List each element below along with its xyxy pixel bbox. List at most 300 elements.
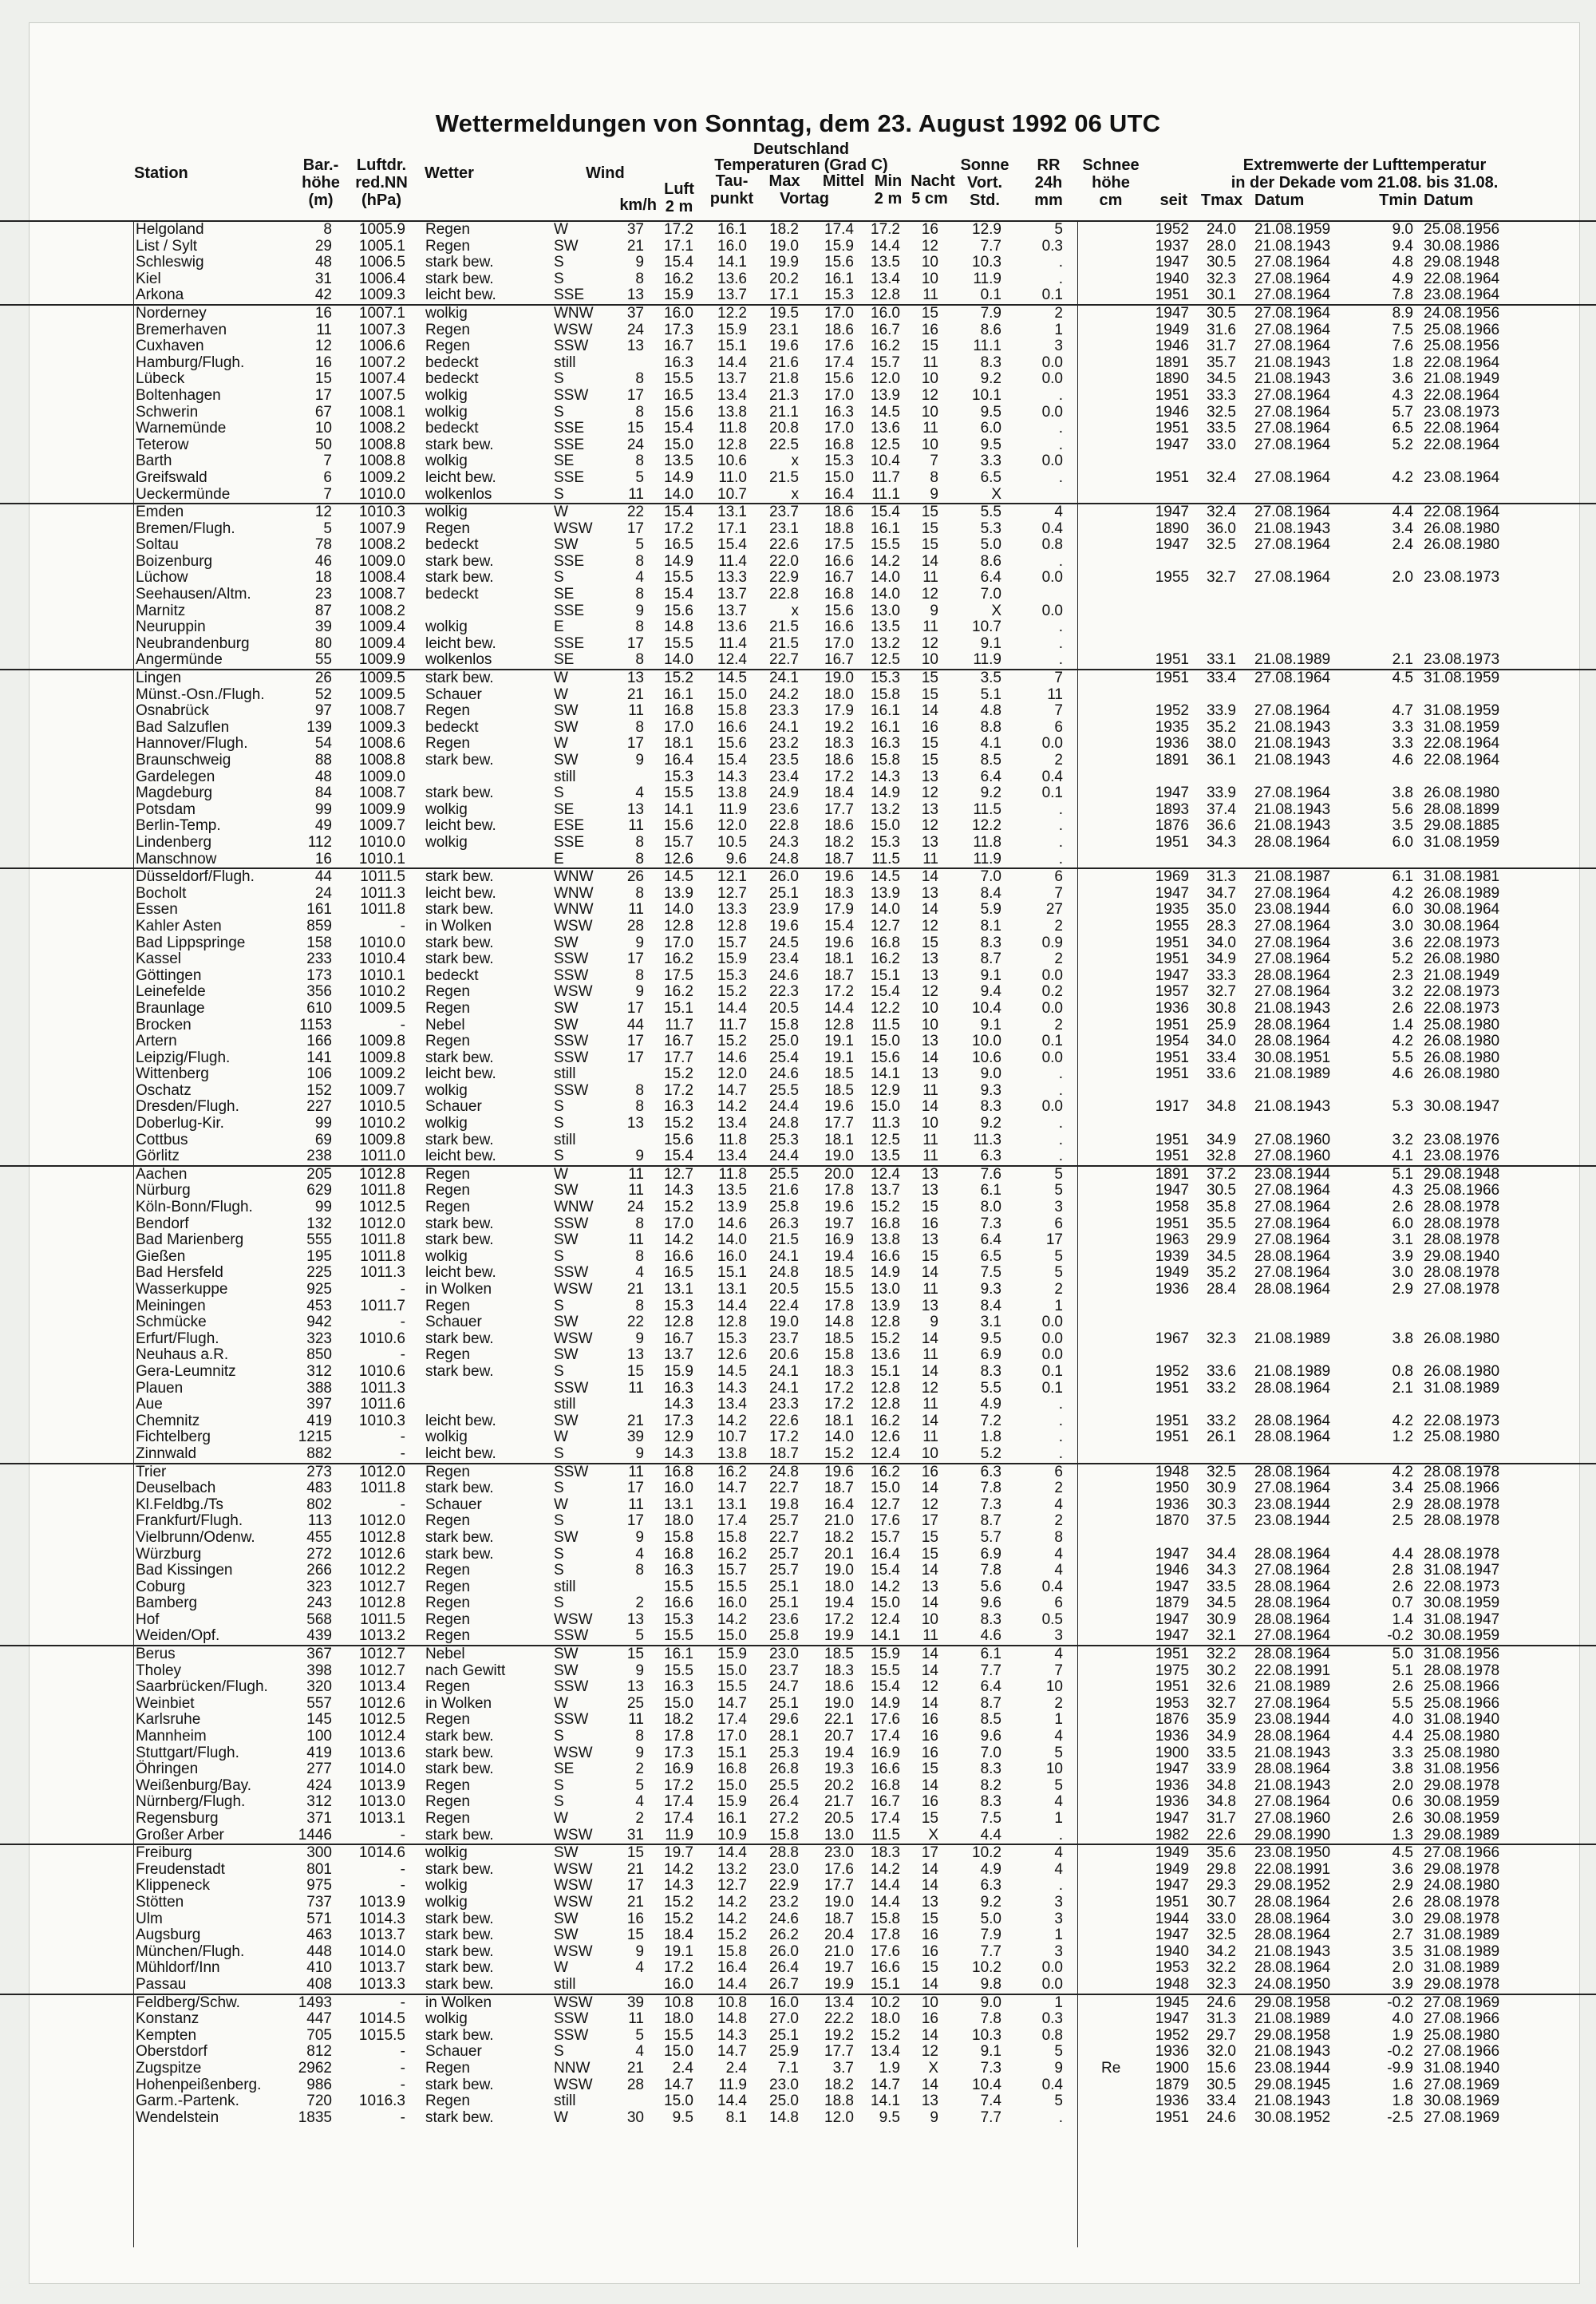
cell-seit: 1954 [1155,1033,1189,1050]
cell-seit: 1935 [1155,901,1189,919]
cell-station: Norderney [136,304,207,322]
cell-tmax: 24.6 [1207,2108,1236,2126]
cell-seit: 1949 [1155,1264,1189,1282]
cell-taupunkt: 16.6 [717,718,747,736]
cell-luftdruck: - [400,1826,405,1844]
cell-taupunkt: 13.1 [717,1496,747,1513]
cell-wind-speed: 22 [626,1314,644,1331]
cell-wind-speed: 17 [626,634,644,652]
cell-luftdruck: 1011.0 [360,1148,405,1165]
cell-tmin: 7.5 [1392,321,1413,338]
cell-seit: 1936 [1155,1776,1189,1794]
cell-max: 19.8 [769,1496,799,1513]
cell-bar-hoehe: 16 [314,304,332,322]
cell-tmin-datum: 31.08.1989 [1424,1942,1500,1960]
cell-tmin-datum: 22.08.1964 [1424,735,1500,753]
cell-luftdruck: 1013.3 [358,1975,405,1993]
cell-wind-speed: 17 [626,735,644,753]
cell-luft: 14.2 [664,1860,693,1878]
cell-luft: 15.3 [664,768,693,785]
cell-tmin-datum: 30.08.1959 [1424,1627,1500,1645]
cell-wind-speed: 11 [628,1165,644,1183]
cell-nacht: 11 [922,1148,938,1165]
cell-seit: 1936 [1155,1281,1189,1298]
cell-rr: 7 [1054,1662,1063,1679]
table-row [0,437,1596,454]
cell-tmin-datum: 31.08.1959 [1424,833,1500,851]
cell-min: 14.2 [871,1860,900,1878]
cell-wetter: bedeckt [425,718,479,736]
cell-sonne: 10.1 [972,386,1001,404]
cell-tmax-datum: 27.08.1964 [1254,386,1331,404]
cell-tmax: 33.2 [1207,1379,1236,1397]
cell-rr: 5 [1054,2093,1063,2110]
cell-tmin-datum: 27.08.1966 [1424,1844,1500,1862]
cell-nacht: 16 [921,2010,938,2028]
cell-wind-richtung: SW [554,934,579,951]
cell-tmin-datum: 26.08.1980 [1424,536,1500,554]
cell-wind-speed: 17 [626,1512,644,1530]
cell-min: 14.1 [871,2093,900,2110]
cell-tmin-datum: 25.08.1980 [1424,1744,1500,1761]
cell-min: 16.6 [871,1761,900,1778]
cell-luft: 2.4 [672,2059,693,2077]
table-row [0,670,1596,687]
cell-taupunkt: 10.6 [717,453,747,470]
datum-header-2: Datum [1424,192,1474,209]
cell-station: Oberstdorf [136,2043,207,2061]
cell-luft: 16.3 [664,1379,693,1397]
cell-luftdruck: 1009.5 [358,670,405,687]
cell-rr: 4 [1054,1844,1063,1862]
cell-luft: 15.4 [664,1148,693,1165]
cell-tmax-datum: 28.08.1964 [1254,1893,1331,1911]
cell-mittel: 18.3 [824,884,854,902]
cell-wind-richtung: WNW [554,304,594,322]
cell-bar-hoehe: 52 [314,686,332,703]
cell-seit: 1951 [1155,950,1189,968]
cell-sonne: 11.8 [973,833,1001,851]
cell-max: 23.4 [769,950,799,968]
cell-wetter: wolkig [425,403,468,421]
cell-luft: 17.0 [664,1215,693,1232]
cell-tmin-datum: 22.08.1964 [1424,386,1500,404]
cell-taupunkt: 13.7 [717,602,747,619]
cell-max: 20.6 [769,1346,799,1364]
cell-max: 25.5 [769,1081,799,1099]
table-row [0,1595,1596,1612]
cell-mittel: 19.1 [824,1033,854,1050]
cell-tmin: 5.1 [1392,1662,1413,1679]
cell-rr: 11 [1047,686,1063,703]
cell-luft: 16.8 [664,1463,693,1480]
cell-tmin-datum: 28.08.1978 [1424,1512,1500,1530]
cell-luftdruck: 1012.0 [358,1512,405,1530]
cell-mittel: 20.5 [824,1810,854,1827]
table-row [0,935,1596,952]
cell-rr: 0.0 [1041,999,1063,1017]
cell-min: 11.3 [871,1115,900,1132]
cell-max: 22.0 [769,552,799,570]
cell-luftdruck: - [400,2108,405,2126]
cell-wetter: stark bew. [425,784,494,802]
cell-wetter: stark bew. [425,1049,494,1066]
cell-wind-richtung: SSW [554,1678,589,1696]
cell-rr: 0.1 [1041,1379,1063,1397]
cell-rr: 8 [1054,1528,1063,1546]
cell-tmin: 8.9 [1392,304,1413,322]
cell-nacht: 12 [921,917,938,935]
cell-sonne: 7.7 [980,1662,1001,1679]
cell-sonne: 10.7 [972,618,1001,636]
cell-bar-hoehe: 145 [306,1711,332,1729]
cell-nacht: 10 [921,1016,938,1033]
cell-sonne: 11.5 [973,800,1001,818]
cell-luftdruck: 1012.0 [358,1215,405,1232]
cell-nacht: 10 [921,403,938,421]
cell-min: 13.4 [871,2043,900,2061]
cell-luft: 16.2 [664,270,693,287]
cell-taupunkt: 15.0 [717,1627,747,1645]
table-section [0,867,1596,1165]
table-row [0,2093,1596,2110]
cell-tmin-datum: 26.08.1989 [1424,884,1500,902]
cell-bar-hoehe: 39 [314,618,332,636]
cell-nacht: 13 [921,950,938,968]
cell-seit: 1940 [1155,1942,1189,1960]
cell-nacht: 14 [921,1098,938,1116]
cell-max: 24.3 [769,833,799,851]
cell-tmin-datum: 31.08.1959 [1424,670,1500,687]
cell-luftdruck: 1006.4 [358,270,405,287]
cell-wind-richtung: W [554,1496,568,1513]
cell-bar-hoehe: 42 [314,287,332,304]
cell-max: 25.1 [769,1595,799,1612]
cell-nacht: 12 [921,634,938,652]
cell-mittel: 15.3 [824,453,854,470]
cell-mittel: 16.6 [824,618,854,636]
cell-luftdruck: 1012.8 [358,1595,405,1612]
cell-mittel: 18.0 [824,686,854,703]
cell-bar-hoehe: 882 [306,1444,332,1462]
cell-seit: 1891 [1155,1165,1189,1183]
table-row [0,222,1596,239]
cell-taupunkt: 13.1 [717,1281,747,1298]
cell-luft: 17.8 [664,1728,693,1745]
cell-seit: 1955 [1155,569,1189,587]
cell-taupunkt: 14.4 [717,2093,747,2110]
cell-luft: 17.3 [664,1412,693,1429]
cell-nacht: 10 [921,370,938,388]
cell-nacht: 13 [921,884,938,902]
cell-sonne: X [991,602,1001,619]
cell-luft: 16.3 [664,1098,693,1116]
cell-nacht: 12 [921,1379,938,1397]
cell-tmin: 4.6 [1392,1065,1413,1083]
table-row [0,255,1596,271]
cell-tmin-datum: 28.08.1978 [1424,1199,1500,1216]
table-row [0,1464,1596,1481]
table-row [0,587,1596,603]
cell-station: Großer Arber [136,1826,224,1844]
cell-wind-richtung: S [554,1362,564,1380]
cell-min: 15.4 [871,504,900,521]
cell-min: 14.0 [871,901,900,919]
cell-taupunkt: 15.9 [717,321,747,338]
cell-station: Neubrandenburg [136,634,250,652]
cell-wind-speed: 9 [635,254,644,271]
cell-bar-hoehe: 24 [314,884,332,902]
cell-min: 13.5 [871,1148,900,1165]
cell-mittel: 19.7 [824,1215,854,1232]
cell-min: 15.2 [871,2026,900,2044]
cell-taupunkt: 12.7 [717,1877,747,1895]
cell-mittel: 13.0 [824,1826,854,1844]
cell-sonne: 10.6 [972,1049,1001,1066]
cell-tmax-datum: 30.08.1952 [1254,2108,1331,2126]
cell-min: 13.6 [871,420,900,437]
cell-rr: 4 [1054,1545,1063,1563]
cell-max: 28.8 [769,1844,799,1862]
cell-wind-richtung: S [554,254,564,271]
cell-wetter: stark bew. [425,1728,494,1745]
table-row [0,421,1596,437]
cell-tmax: 33.4 [1207,670,1236,687]
cell-mittel: 12.8 [824,1016,854,1033]
cell-luftdruck: 1014.0 [358,1761,405,1778]
cell-wetter: bedeckt [425,370,479,388]
cell-seit: 1876 [1155,1711,1189,1729]
cell-min: 14.0 [871,569,900,587]
cell-nacht: 11 [922,1429,938,1446]
cell-min: 14.4 [871,1893,900,1911]
cell-rr: 2 [1054,1694,1063,1712]
cell-bar-hoehe: 463 [306,1927,332,1944]
cell-mittel: 18.3 [824,735,854,753]
cell-max: 22.4 [769,1297,799,1314]
cell-min: 14.4 [871,237,900,255]
cell-wetter: leicht bew. [425,287,496,304]
cell-wind-speed: 8 [635,618,644,636]
cell-mittel: 18.7 [824,1480,854,1497]
cell-sonne: 7.7 [980,1942,1001,1960]
cell-tmax: 30.5 [1207,254,1236,271]
cell-max: 25.7 [769,1545,799,1563]
table-row [0,1167,1596,1184]
cell-tmin: 4.3 [1392,386,1413,404]
cell-tmax: 33.6 [1207,1065,1236,1083]
cell-wind-speed: 21 [626,686,644,703]
cell-luftdruck: 1012.8 [358,1528,405,1546]
cell-luftdruck: 1008.6 [358,735,405,753]
cell-wind-richtung: SW [554,1231,579,1249]
cell-wind-richtung: WSW [554,520,593,537]
cell-luftdruck: 1009.0 [358,768,405,785]
cell-bar-hoehe: 46 [314,552,332,570]
cell-max: 26.4 [769,1959,799,1977]
cell-bar-hoehe: 44 [314,868,332,886]
cell-taupunkt: 10.7 [717,1429,747,1446]
cell-rr: 3 [1054,1942,1063,1960]
cell-taupunkt: 14.3 [717,2026,747,2044]
cell-mittel: 17.0 [824,420,854,437]
cell-rr: 4 [1054,1562,1063,1579]
cell-seit: 1870 [1155,1512,1189,1530]
cell-wind-richtung: W [554,1959,568,1977]
cell-min: 15.8 [871,686,900,703]
cell-rr: 5 [1054,221,1063,238]
cell-tmin: 3.4 [1392,1480,1413,1497]
cell-luftdruck: - [400,2043,405,2061]
cell-nacht: 10 [921,1610,938,1628]
cell-luft: 15.5 [664,1578,693,1595]
cell-wetter: stark bew. [425,1826,494,1844]
cell-min: 12.5 [871,1131,900,1148]
cell-tmax-datum: 27.08.1964 [1254,536,1331,554]
cell-tmax-datum: 28.08.1964 [1254,1927,1331,1944]
cell-rr: 0.1 [1041,287,1063,304]
table-row [0,736,1596,753]
cell-wind-speed: 37 [626,304,644,322]
cell-rr: . [1058,634,1063,652]
cell-luftdruck: 1008.8 [358,752,405,769]
cell-wetter: Regen [425,1512,470,1530]
cell-wind-richtung: SSW [554,966,589,984]
cell-nacht: 14 [921,1694,938,1712]
table-row [0,504,1596,521]
cell-seit: 1891 [1155,752,1189,769]
cell-luftdruck: 1009.0 [358,552,405,570]
cell-luft: 15.1 [664,999,693,1017]
cell-tmax-datum: 21.08.1989 [1254,1330,1331,1347]
cell-tmin: 7.8 [1392,287,1413,304]
cell-bar-hoehe: 15 [314,370,332,388]
cell-tmin-datum: 26.08.1980 [1424,520,1500,537]
cell-max: 23.1 [769,520,799,537]
table-row [0,1530,1596,1547]
cell-tmin-datum: 25.08.1966 [1424,321,1500,338]
cell-sonne: 8.3 [980,934,1001,951]
cell-nacht: 14 [921,1264,938,1282]
cell-tmax-datum: 27.08.1964 [1254,321,1331,338]
cell-taupunkt: 8.1 [725,2108,747,2126]
cell-nacht: 9 [930,485,938,503]
cell-mittel: 17.0 [824,634,854,652]
cell-station: Feldberg/Schw. [136,1994,240,2011]
cell-mittel: 18.7 [824,1910,854,1927]
cell-wetter: stark bew. [425,2026,494,2044]
cell-wind-speed: 5 [635,1627,644,1645]
cell-max: 24.1 [769,670,799,687]
cell-wetter: wolkenlos [425,485,492,503]
cell-wetter: Schauer [425,1496,482,1513]
cell-nacht: 12 [921,237,938,255]
cell-station: Lübeck [136,370,185,388]
cell-max: 17.2 [769,1429,799,1446]
cell-station: Lüchow [136,569,188,587]
cell-seit: 1952 [1155,221,1189,238]
cell-min: 16.6 [871,1959,900,1977]
cell-wetter: stark bew. [425,1860,494,1878]
cell-taupunkt: 13.4 [717,386,747,404]
cell-luft: 17.2 [664,221,693,238]
cell-tmax-datum: 27.08.1964 [1254,1562,1331,1579]
cell-mittel: 18.3 [824,1362,854,1380]
cell-luft: 15.2 [664,1199,693,1216]
cell-taupunkt: 15.8 [717,1942,747,1960]
cell-station: Dresden/Flugh. [136,1098,239,1116]
cell-tmax-datum: 28.08.1964 [1254,1033,1331,1050]
cell-station: Brocken [136,1016,192,1033]
cell-seit: 1951 [1155,833,1189,851]
table-row [0,1099,1596,1116]
cell-station: Schmücke [136,1314,207,1331]
cell-tmax-datum: 23.08.1944 [1254,1165,1331,1183]
cell-min: 14.7 [871,2076,900,2093]
cell-taupunkt: 14.7 [717,1694,747,1712]
cell-luft: 16.3 [664,1678,693,1696]
cell-luftdruck: 1006.5 [358,254,405,271]
cell-sonne: 6.4 [980,1678,1001,1696]
cell-tmax-datum: 21.08.1943 [1254,354,1331,371]
cell-wind-richtung: W [554,670,568,687]
cell-bar-hoehe: 132 [306,1215,332,1232]
cell-luftdruck: 1008.1 [358,403,405,421]
cell-luftdruck: 1011.5 [360,868,405,886]
cell-bar-hoehe: 323 [306,1578,332,1595]
cell-sonne: 8.4 [980,884,1001,902]
cell-wind-richtung: W [554,221,568,238]
cell-luft: 18.2 [664,1711,693,1729]
cell-tmin-datum: 24.08.1980 [1424,1877,1500,1895]
cell-luft: 16.3 [664,1562,693,1579]
cell-station: Cottbus [136,1131,188,1148]
cell-max: 26.4 [769,1793,799,1811]
cell-rr: 0.0 [1041,453,1063,470]
cell-wind-speed: 11 [628,2010,644,2028]
cell-sonne: 9.4 [980,983,1001,1001]
cell-tmin: 0.8 [1392,1362,1413,1380]
cell-rr: 0.4 [1041,520,1063,537]
weather-table [0,220,1596,2126]
cell-wind-richtung: SW [554,1314,579,1331]
cell-wetter: Regen [425,702,470,720]
cell-tmin-datum: 30.08.1959 [1424,1793,1500,1811]
cell-nacht: 15 [921,536,938,554]
cell-luftdruck: 1011.8 [360,1480,405,1497]
cell-rr: 0.8 [1041,536,1063,554]
cell-seit: 1936 [1155,999,1189,1017]
cell-tmin-datum: 22.08.1973 [1424,1578,1500,1595]
table-row [0,1745,1596,1762]
cell-luftdruck: 1010.6 [358,1330,405,1347]
cell-mittel: 14.0 [824,1429,854,1446]
cell-tmax-datum: 27.08.1964 [1254,670,1331,687]
cell-luftdruck: 1008.8 [358,436,405,453]
cell-rr: 1 [1054,1711,1063,1729]
cell-wind-speed: 8 [635,1098,644,1116]
cell-tmax: 32.0 [1207,2043,1236,2061]
cell-bar-hoehe: 166 [306,1033,332,1050]
cell-wetter: stark bew. [425,2076,494,2093]
cell-sonne: 3.1 [980,1314,1001,1331]
table-row [0,687,1596,704]
cell-wind-richtung: SW [554,1412,579,1429]
cell-taupunkt: 12.0 [717,1065,747,1083]
cell-wind-richtung: SSW [554,2026,589,2044]
cell-bar-hoehe: 238 [306,1148,332,1165]
cell-station: Cuxhaven [136,338,204,355]
